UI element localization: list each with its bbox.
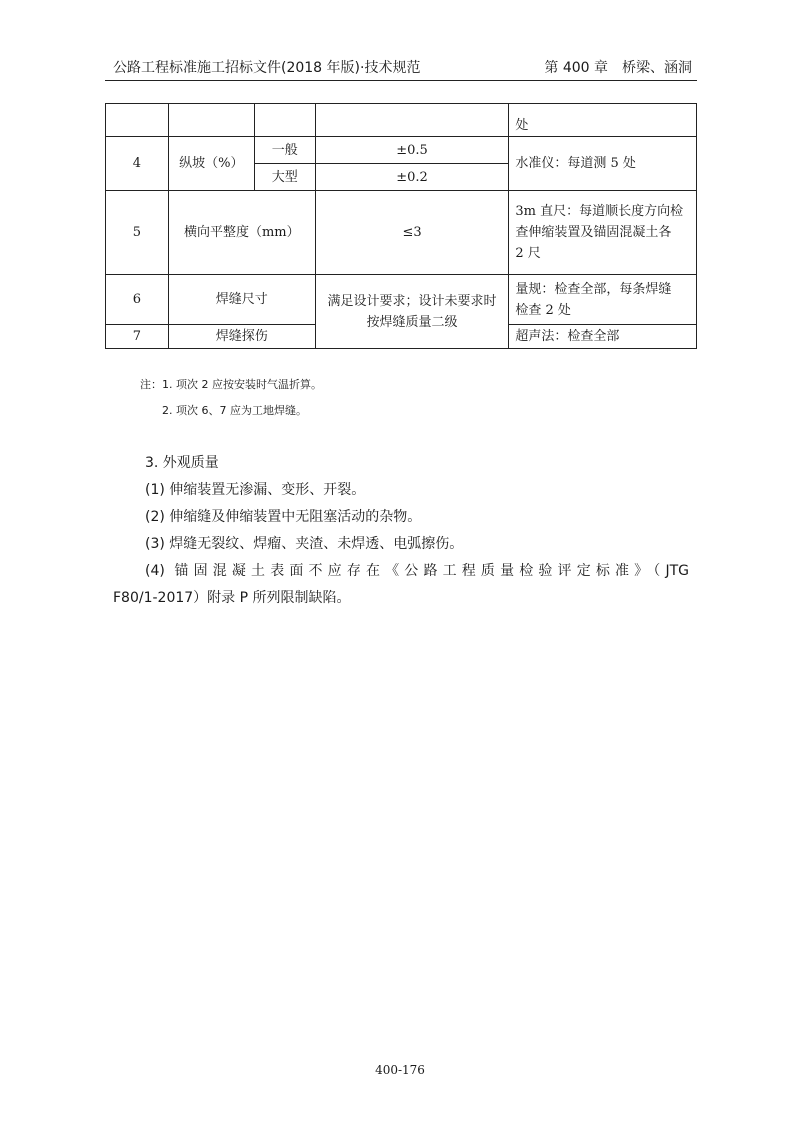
check-line: 2 尺 xyxy=(515,246,541,261)
check-line: 3m 直尺：每道顺长度方向检 xyxy=(515,204,684,219)
paragraph-continued: F80/1-2017）附录 P 所列限制缺陷。 xyxy=(113,590,351,606)
table-cell xyxy=(315,104,509,137)
item-name: 纵坡（%） xyxy=(168,137,254,191)
table-notes xyxy=(140,372,322,424)
sub-item: 大型 xyxy=(254,164,315,191)
check-line: 检查 2 处 xyxy=(515,302,571,318)
item-no: 7 xyxy=(106,325,169,349)
check-method: 超声法：检查全部 xyxy=(509,325,697,349)
sub-item: 一般 xyxy=(254,137,315,164)
header-title: 公路工程标准施工招标文件(2018 年版)·技术规范 xyxy=(113,60,421,76)
header-rule xyxy=(105,80,697,81)
item-no: 4 xyxy=(106,137,169,191)
requirement xyxy=(315,275,509,349)
item-no: 5 xyxy=(106,191,169,275)
item-no: 6 xyxy=(106,275,169,325)
table-cell xyxy=(168,104,254,137)
check-line: 量规：检查全部，每条焊缝 xyxy=(515,281,672,297)
item-name: 焊缝尺寸 xyxy=(168,275,315,325)
paragraph: (3) 焊缝无裂纹、焊瘤、夹渣、未焊透、电弧擦伤。 xyxy=(145,536,464,552)
section-heading: 3. 外观质量 xyxy=(145,455,219,471)
item-name: 焊缝探伤 xyxy=(168,325,315,349)
table-row xyxy=(106,104,697,137)
check-line: 查伸缩装置及锚固混凝土各 xyxy=(515,225,672,240)
check-method: 水准仪：每道测 5 处 xyxy=(509,137,697,191)
appearance-quality-section xyxy=(113,450,689,612)
paragraph: (2) 伸缩缝及伸缩装置中无阻塞活动的杂物。 xyxy=(145,509,422,525)
item-name: 横向平整度（mm） xyxy=(168,191,315,275)
check-method xyxy=(509,191,697,275)
table-row xyxy=(106,137,697,164)
table-row xyxy=(106,191,697,275)
table-cell xyxy=(254,104,315,137)
spec-table xyxy=(105,103,697,349)
note-1: 注：1. 项次 2 应按安装时气温折算。 xyxy=(140,378,322,391)
tolerance: ≤3 xyxy=(315,191,509,275)
table-cell xyxy=(106,104,169,137)
check-method: 处 xyxy=(515,118,529,133)
tolerance: ±0.5 xyxy=(315,137,509,164)
tolerance: ±0.2 xyxy=(315,164,509,191)
requirement-line: 按焊缝质量二级 xyxy=(366,314,458,330)
check-method xyxy=(509,275,697,325)
paragraph: (1) 伸缩装置无渗漏、变形、开裂。 xyxy=(145,482,366,498)
chapter-title: 第 400 章 桥梁、涵洞 xyxy=(544,60,692,76)
requirement-line: 满足设计要求；设计未要求时 xyxy=(327,293,497,309)
note-2: 2. 项次 6、7 应为工地焊缝。 xyxy=(162,404,307,417)
table-cell xyxy=(509,104,697,137)
paragraph: (4) 锚固混凝土表面不应存在《公路工程质量检验评定标准》（JTG xyxy=(145,563,689,579)
page-number: 400-176 xyxy=(375,1063,425,1077)
table-row xyxy=(106,275,697,325)
